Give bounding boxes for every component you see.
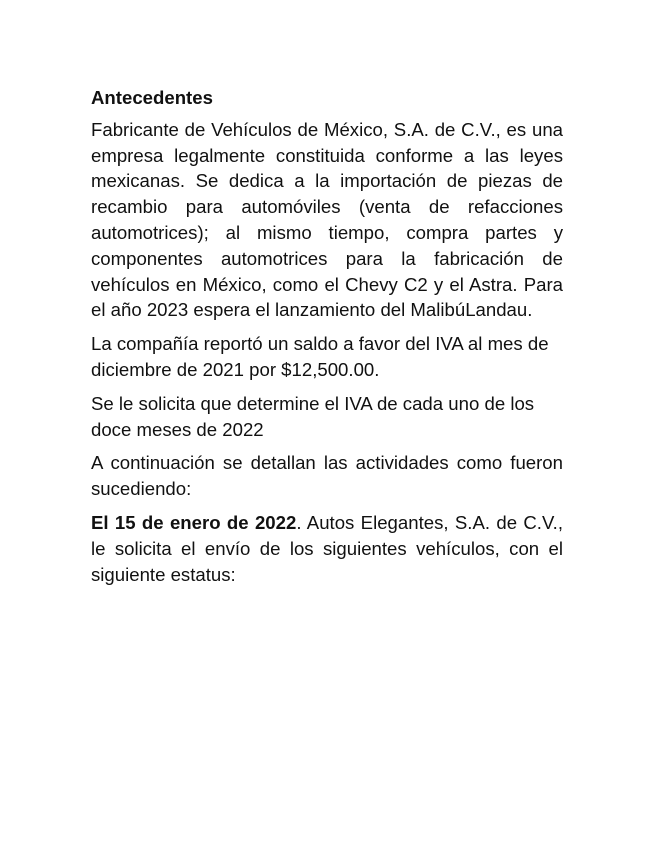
paragraph-january-order-text: . Autos Elegantes, S.A. de C.V., le solicita el envío de los siguientes vehículos, con el siguiente estatus:: [91, 511, 563, 585]
section-heading: Antecedentes: [91, 87, 213, 108]
paragraph-activities-intro: A continuación se detallan las actividades como fueron sucediendo:: [91, 452, 563, 500]
paragraph-request: Se le solicita que determine el IVA de cada uno de los doce meses de 2022: [91, 392, 535, 440]
paragraph-company-description: Fabricante de Vehículos de México, S.A. de C.V., es una empresa legalmente constituida conforme a las leyes mexicanas. Se dedica a la importación de piezas de recambio para automóviles (venta de refacciones automotrices); al mismo tiempo, compra partes y componentes automotrices para la fabricación de vehículos en México, como el Chevy C2 y el Astra. Para el año 2023 espera el lanzamiento del MalibúLandau.: [91, 118, 563, 321]
date-highlight: El 15 de enero de 2022: [91, 511, 297, 533]
paragraph-january-order: [91, 510, 563, 587]
document-body: [91, 85, 563, 595]
paragraph-iva-balance: La compañía reportó un saldo a favor del IVA al mes de diciembre de 2021 por $12,500.00.: [91, 333, 549, 380]
